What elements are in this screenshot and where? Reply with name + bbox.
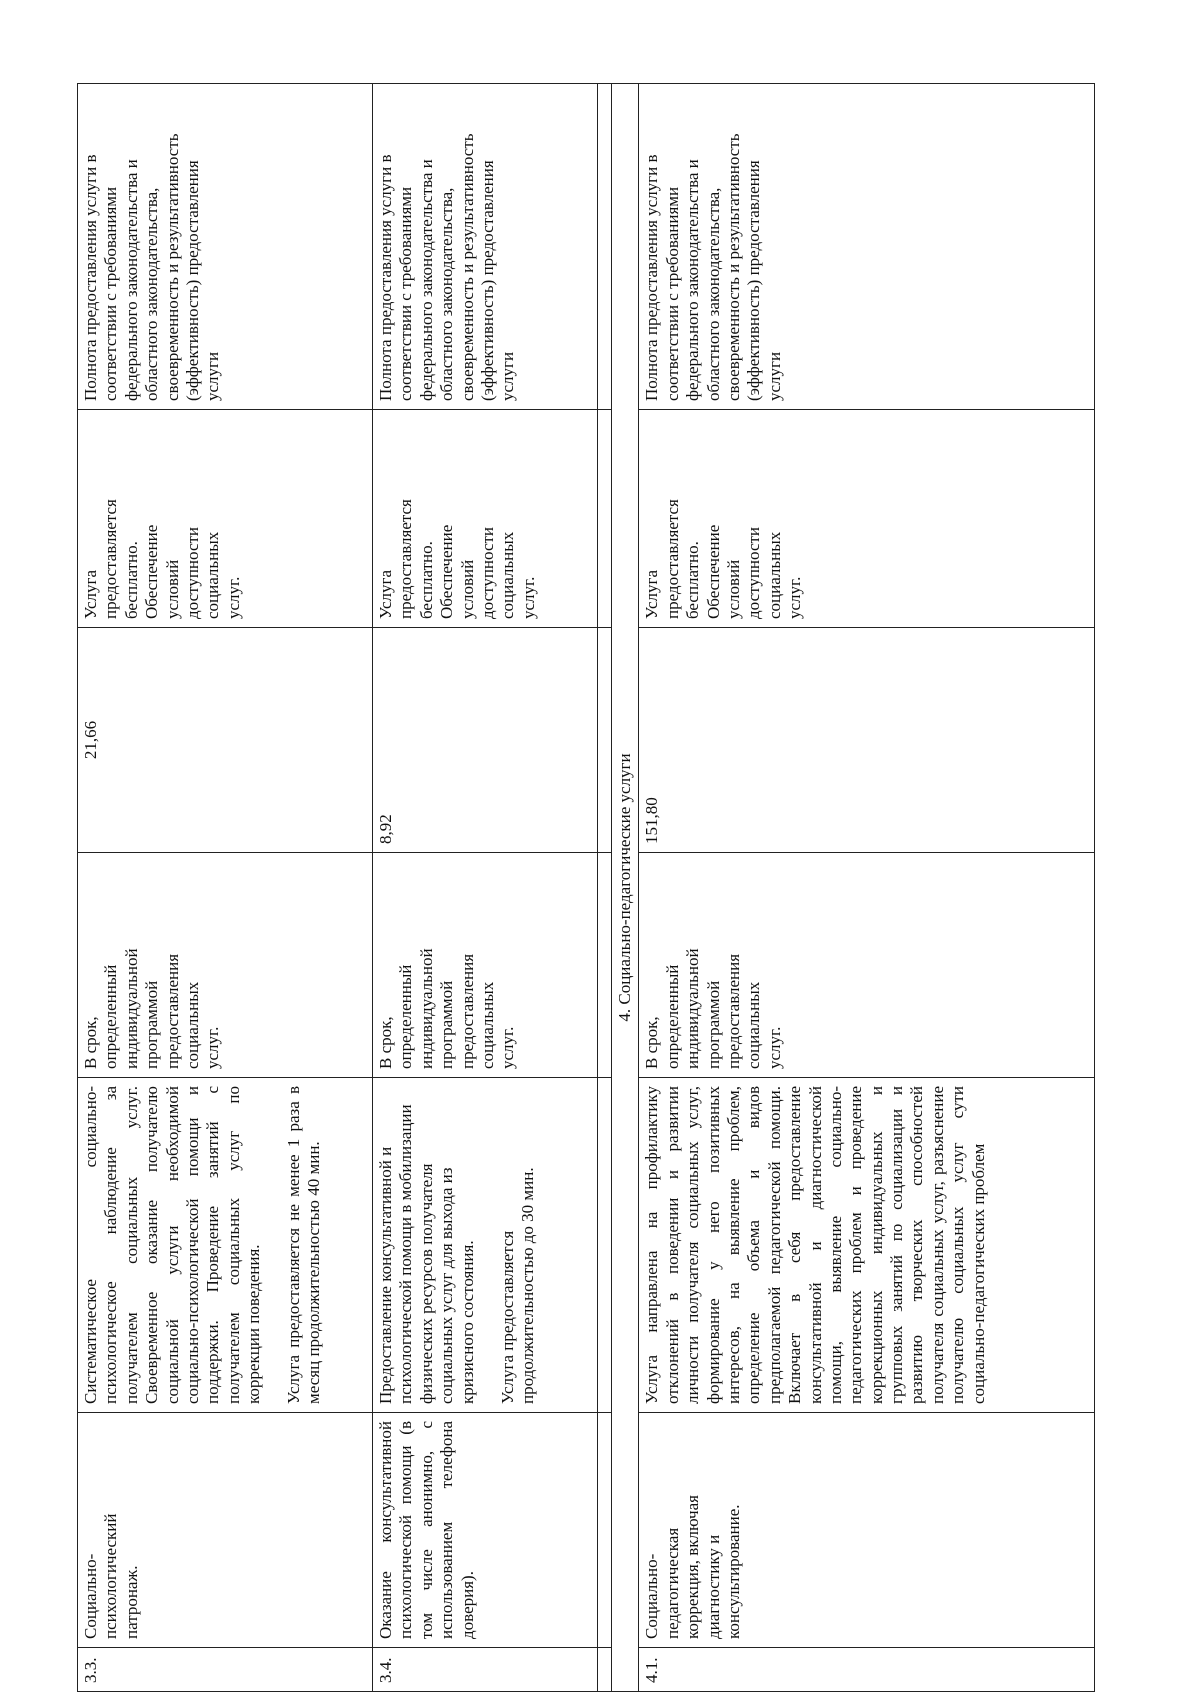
service-indicators: Полнота предоставления услуги в соответствии с требованиями федерального законодательства и областного законодательства, своевременность и результативность (эффективность) предоставления услуги [639, 84, 1095, 410]
service-conditions: Услуга предоставляется бесплатно. Обеспечение условий доступности социальных услуг. [78, 410, 373, 628]
description-paragraph: Услуга предоставляется продолжительностью до 30 мин. [497, 1167, 537, 1404]
service-name: Социально- педагогическая коррекция, включая диагностику и консультирование. [639, 1413, 1095, 1648]
service-indicators: Полнота предоставления услуги в соответствии с требованиями федерального законодательства и областного законодательства, своевременность и результативность (эффективность) предоставления услуги [78, 84, 373, 410]
description-paragraph: Услуга предоставляется не менее 1 раза в месяц продолжительностью 40 мин. [284, 1086, 324, 1404]
row-number: 3.3. [78, 1648, 373, 1692]
service-conditions: Услуга предоставляется бесплатно. Обеспечение условий доступности социальных услуг. [639, 410, 1095, 628]
service-conditions: Услуга предоставляется бесплатно. Обеспечение условий доступности социальных услуг. [373, 410, 598, 628]
service-name: Социально- психологический патронаж. [78, 1413, 373, 1648]
service-tariff: 21,66 [78, 628, 373, 853]
section-header-row [612, 84, 639, 1692]
service-description: Услуга направлена на профилактику отклонений в поведении и развитии личности получателя социальных услуг, формирование у него позитивных интересов, на выявление проблем, определение объема и видов предполагаемой педагогической помощи. Включает в себя предоставление консультативной и диагностической помощи, выявление социально-педагогических проблем и проведение коррекционных индивидуальных и групповых занятий по социализации и развитию творческих способностей получателя социальных услуг, разъяснение получателю социальных услуг сути социально-педагогических проблем [639, 1078, 1095, 1413]
service-name: Оказание консультативной психологической помощи (в том числе анонимно, с использованием телефона доверия). [373, 1413, 598, 1648]
table-row [598, 84, 612, 1692]
scanned-page-rotated [77, 84, 1095, 1692]
service-description [373, 1078, 598, 1413]
section-title: 4. Социально-педагогические услуги [612, 84, 639, 1692]
description-paragraph: Систематическое социально-психологическое наблюдение за получателем социальных услуг. Своевременное оказание получателю социальной услуги необходимой социально-психологической помощи и поддержки. Проведение занятий с получателем социальных услуг по коррекции поведения. [81, 1086, 264, 1404]
service-description [78, 1078, 373, 1413]
table-row [78, 84, 373, 1692]
service-term: В срок, определенный индивидуальной программой предоставления социальных услуг. [639, 853, 1095, 1078]
service-indicators: Полнота предоставления услуги в соответствии с требованиями федерального законодательства и областного законодательства, своевременность и результативность (эффективность) предоставления услуги [373, 84, 598, 410]
row-number: 4.1. [639, 1648, 1095, 1692]
description-paragraph: Предоставление консультативной и психологической помощи в мобилизации физических ресурсов получателя социальных услуг для выхода из кризисного состояния. [376, 1104, 477, 1404]
service-tariff: 151,80 [639, 628, 1095, 853]
table-row [639, 84, 1095, 1692]
service-term: В срок, определенный индивидуальной программой предоставления социальных услуг. [373, 853, 598, 1078]
table-row [373, 84, 598, 1692]
service-term: В срок, определенный индивидуальной программой предоставления социальных услуг. [78, 853, 373, 1078]
social-services-table [77, 83, 1095, 1692]
row-number: 3.4. [373, 1648, 598, 1692]
service-tariff: 8,92 [373, 628, 598, 853]
